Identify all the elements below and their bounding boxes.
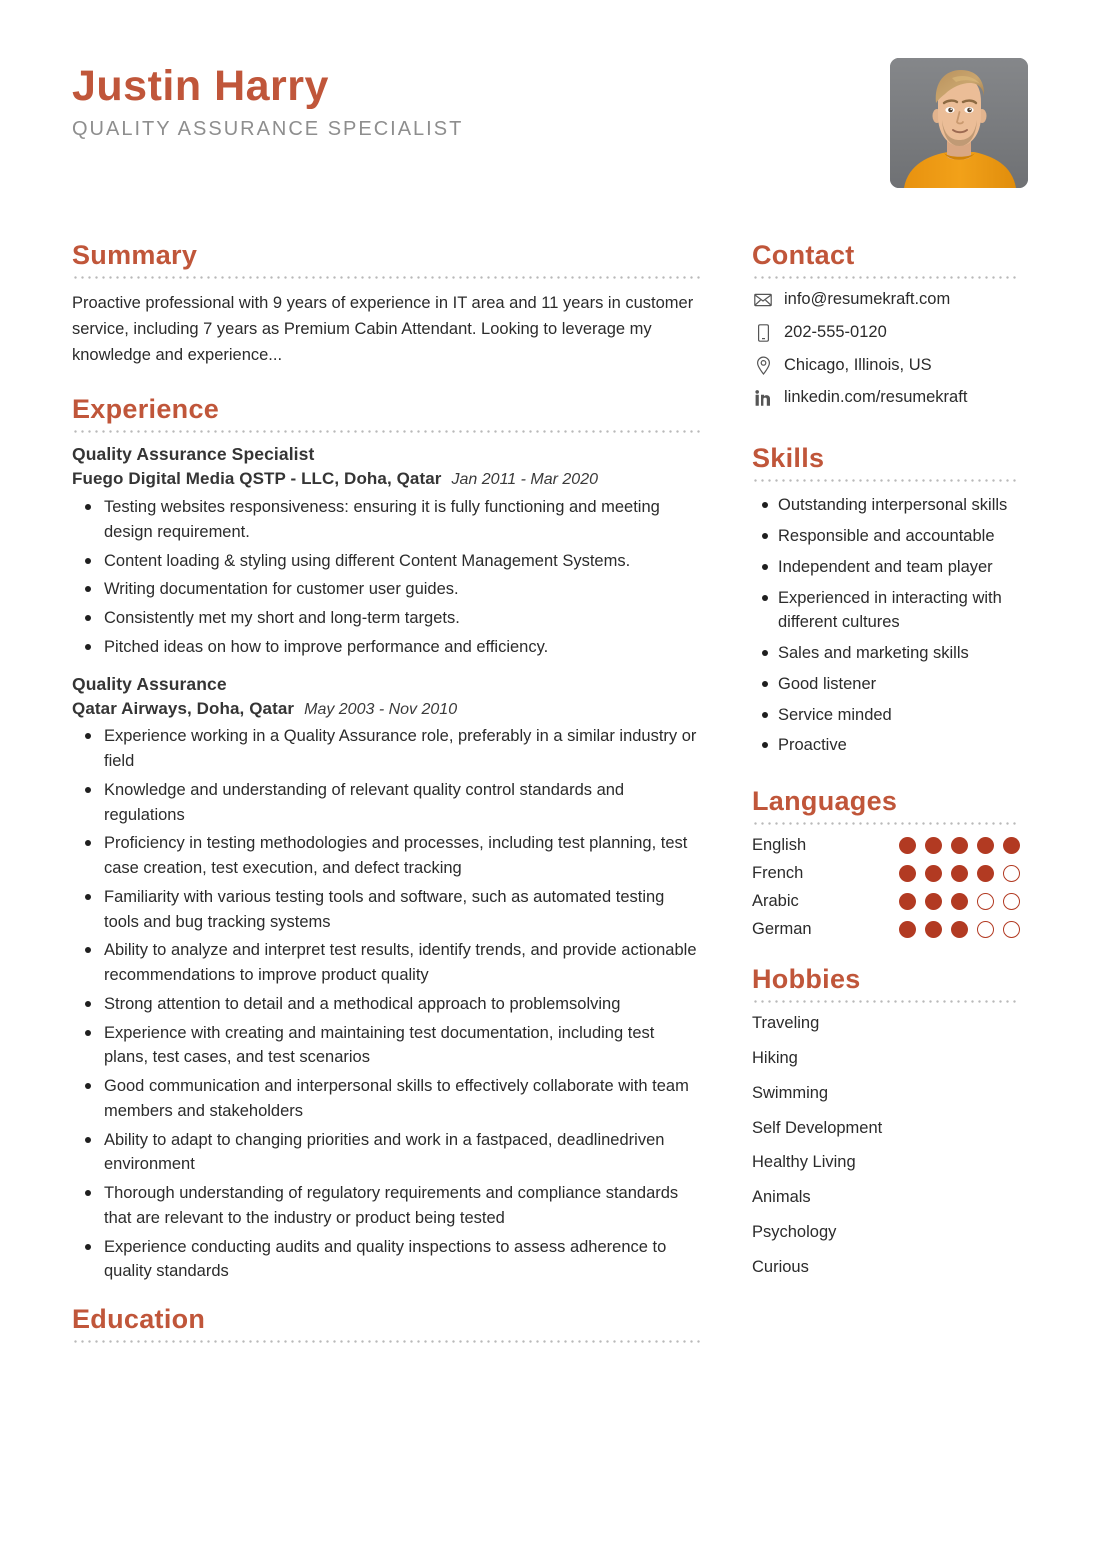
profile-photo-graphic (890, 58, 1028, 188)
language-name: French (752, 864, 804, 883)
job-bullet: Familiarity with various testing tools and software, such as automated testing tools and bug tracking systems (102, 885, 700, 935)
skill-item: Independent and team player (778, 555, 1020, 580)
education-section (72, 1304, 700, 1343)
languages-section (752, 786, 1020, 939)
rating-dot-filled (977, 865, 994, 882)
language-rating (899, 893, 1020, 910)
summary-text: Proactive professional with 9 years of experience in IT area and 11 years in customer service, including 7 years as Premium Cabin Attendant. Looking to leverage my knowledge and experience... (72, 294, 694, 365)
languages-heading: Languages (752, 786, 898, 817)
skill-item: Experienced in interacting with different cultures (778, 586, 1020, 636)
language-rating (899, 921, 1020, 938)
hobby-item: Swimming (752, 1083, 829, 1102)
language-name: German (752, 920, 812, 939)
job-bullet: Experience with creating and maintaining test documentation, including test plans, test cases, and test scenarios (102, 1021, 700, 1071)
rating-dot-filled (977, 837, 994, 854)
location-pin-icon (752, 356, 774, 375)
rating-dot-filled (925, 865, 942, 882)
hobby-item: Healthy Living (752, 1153, 856, 1172)
rating-dot-empty (977, 893, 994, 910)
language-name: Arabic (752, 892, 799, 911)
experience-heading: Experience (72, 394, 220, 425)
spacer (752, 421, 1020, 443)
contact-item-location[interactable] (752, 356, 1020, 376)
rating-dot-filled (925, 921, 942, 938)
contact-linkedin-value: linkedin.com/resumekraft (784, 388, 968, 407)
job-bullet-list (72, 724, 700, 1284)
contact-item-phone[interactable] (752, 323, 1020, 343)
skill-item: Sales and marketing skills (778, 641, 1020, 666)
contact-list (752, 290, 1020, 408)
mobile-phone-icon (752, 324, 774, 342)
hobby-item: Hiking (752, 1048, 798, 1067)
job-bullet: Knowledge and understanding of relevant quality control standards and regulations (102, 778, 700, 828)
skills-list (752, 493, 1020, 758)
envelope-icon (752, 293, 774, 307)
candidate-name: Justin Harry (72, 62, 329, 110)
hobby-item: Curious (752, 1257, 809, 1276)
contact-section (752, 240, 1020, 408)
job-bullet: Ability to analyze and interpret test results, identify trends, and provide actionable recommendations to improve product quality (102, 938, 700, 988)
language-row (752, 892, 1020, 911)
rating-dot-filled (925, 837, 942, 854)
skills-heading: Skills (752, 443, 825, 474)
rating-dot-empty (1003, 921, 1020, 938)
rating-dot-filled (951, 865, 968, 882)
contact-heading: Contact (752, 240, 855, 270)
skill-item: Service minded (778, 703, 1020, 728)
language-name: English (752, 836, 807, 855)
hobbies-list (752, 1014, 1020, 1277)
job-bullet: Consistently met my short and long-term targets. (102, 606, 700, 631)
job-meta (72, 468, 700, 491)
job-company: Fuego Digital Media QSTP - LLC, Doha, Qatar (72, 469, 442, 489)
hobby-item: Animals (752, 1188, 811, 1207)
languages-list (752, 836, 1020, 939)
candidate-job-title: QUALITY ASSURANCE SPECIALIST (72, 118, 464, 141)
language-row (752, 836, 1020, 855)
experience-divider (72, 430, 700, 433)
hobby-item: Traveling (752, 1014, 820, 1033)
job-bullet-list (72, 495, 700, 660)
language-rating (899, 865, 1020, 882)
job-role: Quality Assurance (72, 673, 227, 694)
job-bullet: Content loading & styling using different Content Management Systems. (102, 549, 700, 574)
rating-dot-empty (1003, 865, 1020, 882)
rating-dot-filled (951, 893, 968, 910)
resume-header (72, 58, 1028, 208)
job-company: Qatar Airways, Doha, Qatar (72, 698, 295, 718)
job-bullet: Experience working in a Quality Assurance role, preferably in a similar industry or field (102, 724, 700, 774)
skill-item: Outstanding interpersonal skills (778, 493, 1020, 518)
profile-photo (890, 58, 1028, 188)
job-meta (72, 698, 700, 721)
linkedin-icon (752, 390, 774, 407)
hobbies-heading: Hobbies (752, 964, 861, 995)
job-bullet: Pitched ideas on how to improve performance and efficiency. (102, 635, 700, 660)
spacer (752, 764, 1020, 786)
job-bullet: Strong attention to detail and a methodical approach to problemsolving (102, 992, 700, 1017)
rating-dot-filled (899, 837, 916, 854)
job-bullet: Writing documentation for customer user guides. (102, 577, 700, 602)
languages-divider (752, 822, 1020, 825)
rating-dot-filled (951, 921, 968, 938)
experience-section (72, 394, 700, 1284)
rating-dot-empty (1003, 893, 1020, 910)
header-text-block (72, 58, 463, 141)
job-bullet: Thorough understanding of regulatory requirements and compliance standards that are relevant to the industry or product being tested (102, 1181, 700, 1231)
left-column (72, 240, 700, 1354)
rating-dot-filled (899, 893, 916, 910)
contact-item-linkedin[interactable] (752, 388, 1020, 408)
contact-item-email[interactable] (752, 290, 1020, 310)
rating-dot-filled (899, 921, 916, 938)
spacer (72, 372, 700, 394)
skill-item: Good listener (778, 672, 1020, 697)
resume-body (72, 240, 1028, 1354)
summary-divider (72, 276, 700, 279)
education-heading: Education (72, 1304, 206, 1335)
experience-entry (72, 444, 700, 659)
rating-dot-empty (977, 921, 994, 938)
rating-dot-filled (899, 865, 916, 882)
summary-heading: Summary (72, 240, 198, 270)
hobbies-section (752, 964, 1020, 1277)
language-row (752, 920, 1020, 939)
job-bullet: Experience conducting audits and quality inspections to assess adherence to quality standards (102, 1235, 700, 1285)
contact-email-value: info@resumekraft.com (784, 290, 951, 309)
rating-dot-filled (925, 893, 942, 910)
skill-item: Proactive (778, 733, 1020, 758)
skills-divider (752, 479, 1020, 482)
contact-location-value: Chicago, Illinois, US (784, 355, 932, 374)
job-bullet: Testing websites responsiveness: ensuring it is fully functioning and meeting design requirement. (102, 495, 700, 545)
education-divider (72, 1340, 700, 1343)
contact-divider (752, 276, 1020, 279)
summary-section (72, 240, 700, 368)
contact-phone-value: 202-555-0120 (784, 322, 887, 341)
experience-entry (72, 674, 700, 1285)
job-role: Quality Assurance Specialist (72, 444, 315, 465)
job-dates: May 2003 - Nov 2010 (304, 700, 458, 718)
skills-section (752, 443, 1020, 758)
job-bullet: Good communication and interpersonal skills to effectively collaborate with team members and stakeholders (102, 1074, 700, 1124)
rating-dot-filled (951, 837, 968, 854)
language-row (752, 864, 1020, 883)
job-bullet: Proficiency in testing methodologies and processes, including test planning, test case creation, test execution, and defect tracking (102, 831, 700, 881)
skill-item: Responsible and accountable (778, 524, 1020, 549)
job-bullet: Ability to adapt to changing priorities and work in a fastpaced, deadlinedriven environment (102, 1128, 700, 1178)
rating-dot-filled (1003, 837, 1020, 854)
hobby-item: Self Development (752, 1118, 883, 1137)
hobby-item: Psychology (752, 1222, 837, 1241)
hobbies-divider (752, 1000, 1020, 1003)
job-dates: Jan 2011 - Mar 2020 (451, 471, 598, 489)
language-rating (899, 837, 1020, 854)
spacer (752, 948, 1020, 964)
right-column (752, 240, 1020, 1293)
